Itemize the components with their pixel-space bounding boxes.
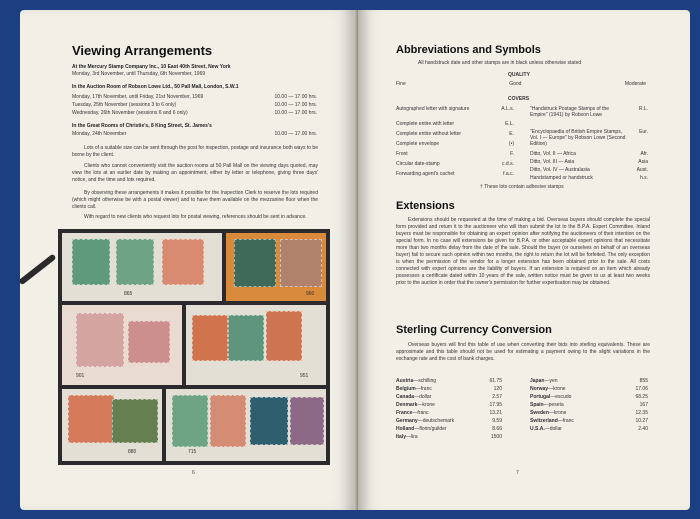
currency-rate: 9.59 [492,418,502,424]
adhesive-note: † These lots contain adhesive stamps [480,184,564,190]
cover-abbr: f.a.c. [503,171,514,177]
orange-stamp [192,315,228,361]
stamp-photo [58,229,330,465]
currency-unit: florin/guilder [419,426,447,432]
reference-abbr: Aust. [636,167,648,173]
green-stamp [228,315,264,361]
lot-number: 951 [300,373,309,379]
christie-day: Monday, 24th November [72,131,127,137]
right-page [358,10,690,510]
currency-country: Holland [396,426,415,432]
currency-unit: franc [417,410,429,416]
currency-unit: lira [411,434,418,440]
reference-row [530,159,648,165]
red-stamp [210,395,246,447]
quality-fine: Fine [396,81,406,87]
reference-label: Ditto, Vol. IV — Australasia [530,167,590,173]
reference-label: Handstamped or handstruck [530,175,593,181]
cover-label: Complete entire without letter [396,131,462,137]
cover-row [396,151,514,157]
cover-label: Complete entire with letter [396,121,455,127]
currency-row: Italy—lira 1500 [396,434,502,440]
currency-row: Japan—yen 855 [530,378,648,384]
currency-country: France [396,410,413,416]
currency-row: France—franc 13.21 [396,410,502,416]
paragraph-arrangements: By observing these arrangements it makes it possible for the Inspection Clerk to reserve the lots required (which might otherwise be with a postal viewer) and to have them available on the mezzanine floor when the clients call. [72,190,318,210]
currency-country: Denmark [396,402,418,408]
currency-unit: dollar [549,426,562,432]
currency-unit: krone [422,402,435,408]
viewing-arrangements-title: Viewing Arrangements [72,43,213,58]
currency-rate: 167 [639,402,648,408]
cover-abbr: c.d.s. [502,161,514,167]
cover-abbr: (•) [508,141,514,147]
page-number: 7 [516,470,519,476]
currency-rate: 120 [493,386,502,392]
green-stamp [116,239,154,285]
paragraph-new-clients: With regard to new clients who request lots for postal viewing, references should be sent in advance. [84,214,307,220]
cover-abbr: A.L.s. [501,106,514,112]
currency-row: Norway—krone 17.06 [530,386,648,392]
currency-country: Switzerland [530,418,558,424]
currency-rate: 855 [639,378,648,384]
cover-abbr: E. [509,131,514,137]
abbreviations-subtitle: All handstruck date and other stamps are in black unless otherwise stated [418,60,582,66]
currency-unit: krone [553,386,566,392]
reference-row [530,129,648,147]
reference-row [530,167,648,173]
quality-heading: QUALITY [508,72,530,78]
extensions-title: Extensions [396,200,455,212]
page-number: 6 [192,470,195,476]
currency-rate: 2.40 [638,426,648,432]
currency-unit: schilling [418,378,437,384]
stamp-card [62,389,162,461]
cover-abbr: F. [510,151,514,157]
currency-rate: 8.66 [492,426,502,432]
christie-row [72,131,317,138]
lot-number: 960 [306,291,315,297]
currency-country: Sweden [530,410,549,416]
robson-time: 10.00 — 17.00 hrs. [274,110,317,116]
currency-rate: 17.95 [489,402,502,408]
open-catalogue [20,10,690,510]
currency-rate: 68.25 [635,394,648,400]
stamp-card [62,233,222,301]
reference-label: Ditto, Vol. III — Asia [530,159,575,165]
currency-unit: franc [562,418,574,424]
orange-stamp [68,395,114,443]
orange-stamp [266,311,302,361]
cover-abbr: E.L. [505,121,514,127]
currency-row: Holland—florin/guilder 8.66 [396,426,502,432]
currency-unit: dollar [419,394,432,400]
paragraph-clients: Clients who cannot conveniently visit the auction rooms at 50 Pall Mall on the viewing days quoted, may view the lots at an earlier date by making an appointment, either by letter or telephone, giving three days' notice, and the time and lots required. [72,163,318,183]
robson-row [72,102,317,109]
reference-abbr: R.L. [638,106,648,112]
abbreviations-title: Abbreviations and Symbols [396,44,541,56]
currency-row: Austria—schilling 61.75 [396,378,502,384]
reference-label: "Handstruck Postage Stamps of the Empire" (1941) by Robson Lowe [530,106,610,118]
cover-row [396,131,514,137]
stamp-card [226,233,326,301]
currency-row: Sweden—krone 12.35 [530,410,648,416]
currency-country: Spain [530,402,544,408]
currency-country: Japan [530,378,545,384]
currency-rate: 61.75 [489,378,502,384]
cover-row [396,121,514,127]
reference-abbr: h.s. [639,175,648,181]
robson-row [72,94,317,101]
reference-row [530,151,648,157]
robson-time: 10.00 — 17.00 hrs. [274,94,317,100]
currency-country: Belgium [396,386,416,392]
cover-row [396,171,514,177]
reference-row [530,175,648,181]
christie-heading: In the Great Rooms of Christie's, 8 King Street, St. James's [72,123,212,129]
green-stamp [72,239,110,285]
robson-time: 10.00 — 17.00 hrs. [274,102,317,108]
currency-row: Switzerland—franc 10.27 [530,418,648,424]
quality-good: Good [509,81,522,87]
reference-abbr: Afr. [640,151,648,157]
robson-row [72,110,317,117]
lot-number: 880 [128,449,137,455]
cover-label: Circular date-stamp [396,161,440,167]
robson-day: Monday, 17th November, until Friday, 21st November, 1969 [72,94,204,100]
currency-country: Italy [396,434,407,440]
cover-label: Complete envelope [396,141,440,147]
currency-rate: 2.57 [492,394,502,400]
currency-unit: peseta [548,402,564,408]
currency-row: Germany—deutschemark 9.59 [396,418,502,424]
currency-row: Portugal—escudo 68.25 [530,394,648,400]
stamp-card [186,305,326,385]
currency-rate: 12.35 [635,410,648,416]
currency-rate: 1500 [490,434,502,440]
left-page [20,10,358,510]
reference-abbr: Eur. [639,129,648,135]
blue-stamp [250,397,288,445]
cover-label: Front [396,151,408,157]
stamp-card [62,305,182,385]
currency-unit: escudo [555,394,572,400]
currency-country: Germany [396,418,418,424]
christie-time: 10.00 — 17.00 hrs. [274,131,317,137]
lot-number: 865 [124,291,133,297]
currency-rate: 10.27 [635,418,648,424]
bookmark-ribbon [20,254,57,286]
reference-label: "Encyclopaedia of British Empire Stamps, Vol. I — Europe" by Robson Lowe (Second Edition) [530,129,626,147]
reference-abbr: Asia [638,159,648,165]
quality-moderate: Moderate [624,81,646,87]
currency-row: Spain—peseta 167 [530,402,648,408]
robson-heading: In the Auction Room of Robson Lowe Ltd., 50 Pall Mall, London, S.W.1 [72,84,239,90]
currency-rate: 17.06 [635,386,648,392]
covers-heading: COVERS [508,96,530,102]
green-stamp [234,239,276,287]
stamp-card [166,389,326,461]
olive-stamp [112,399,158,443]
extensions-text: Extensions should be requested at the time of making a bid. Overseas buyers should complete the special form provided and return it to the auctioneer who will then submit the lot to the B.P.A. Expert Committee. Inland buyers must be responsible for obtaining an expert opinion after notifying the auctioneers of their intention on the special form. In no case will extensions be given for B.P.A. or other acceptable expert opinions that necessitate more than two months delay from the date of the sale. Should the buyer (or ourselves on behalf of an overseas buyer) fail to secure such opinion within two months, the right to return the lot will be forfeited. The only exception is when the permission of the vendor for a longer extension has been obtained prior to the sale. All costs connected with expert opinions are the liability of buyers. If an extension is required on an item which already possesses a certificate dated within 10 years of the sale, written notice must be given to us at least two weeks prior to the auction in order that the owner's permission for further expertisation may be obtained. [396,217,650,286]
brown-stamp [280,239,322,287]
currency-row: U.S.A.—dollar 2.40 [530,426,648,432]
currency-title: Sterling Currency Conversion [396,324,552,336]
mercury-line: Monday, 3rd November, until Thursday, 6th November, 1969 [72,71,206,77]
cover-label: Forwarding agent's cachet [396,171,455,177]
currency-unit: deutschemark [422,418,455,424]
currency-country: U.S.A. [530,426,545,432]
robson-day: Tuesday, 25th November (sessions 3 to 6 only) [72,102,177,108]
reference-label: Ditto, Vol. II — Africa [530,151,576,157]
paragraph-post: Lots of a suitable size can be sent through the post for inspection, postage and insurance both ways to be borne by the client. [72,145,318,158]
currency-row: Belgium—franc 120 [396,386,502,392]
purple-stamp [290,397,324,445]
cover-row [396,161,514,167]
currency-country: Norway [530,386,549,392]
cover-row [396,106,514,112]
currency-country: Canada [396,394,415,400]
quality-row [396,81,646,87]
pink-stamp [76,313,124,367]
lot-number: 901 [76,373,85,379]
reference-row [530,106,648,118]
currency-unit: krone [553,410,567,416]
currency-row: Canada—dollar 2.57 [396,394,502,400]
currency-text: Overseas buyers will find this table of use when converting their bids into sterling equivalents. These are approximate and this table should not be used for estimating a payment owing to the slight variations in the exchange rate and the cost of bank charges. [396,342,650,362]
red-stamp [162,239,204,285]
mercury-heading: At the Mercury Stamp Company Inc., 10 East 40th Street, New York [72,64,231,70]
currency-country: Portugal [530,394,551,400]
currency-row: Denmark—krone 17.95 [396,402,502,408]
currency-rate: 13.21 [489,410,502,416]
cover-label: Autographed letter with signature [396,106,470,112]
green-stamp [172,395,208,447]
lot-number: 715 [188,449,197,455]
robson-day: Wednesday, 26th November (sessions 6 and 6 only) [72,110,188,116]
pink-stamp [128,321,170,363]
cover-row [396,141,514,147]
currency-country: Austria [396,378,414,384]
currency-unit: yen [549,378,558,384]
currency-unit: franc [420,386,432,392]
